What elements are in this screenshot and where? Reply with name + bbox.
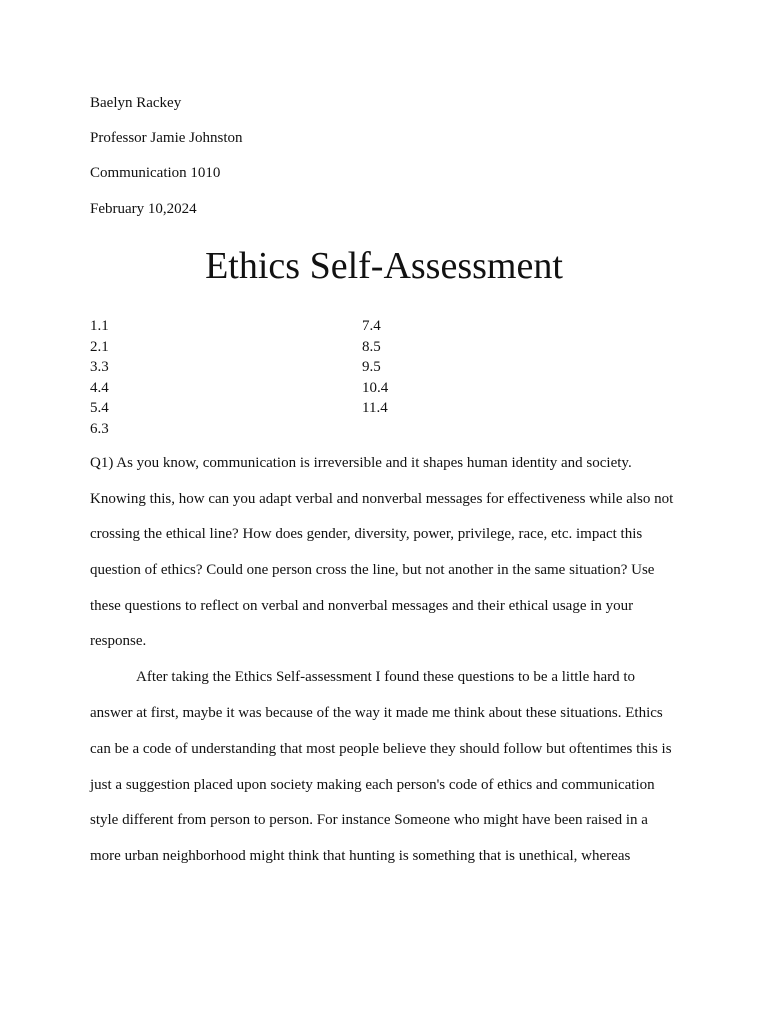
score-item: 4.4 [90, 379, 109, 396]
question-line: response. [90, 633, 147, 649]
answer-line: can be a code of understanding that most people believe they should follow but oftentimes this is [90, 741, 672, 757]
scores-right-column [362, 316, 388, 419]
score-item: 10.4 [362, 379, 389, 396]
score-item: 5.4 [90, 400, 109, 417]
question-line: crossing the ethical line? How does gender, diversity, power, privilege, race, etc. impact this [90, 526, 643, 542]
professor-name: Professor Jamie Johnston [90, 130, 243, 146]
score-item: 8.5 [362, 338, 381, 355]
course-name: Communication 1010 [90, 165, 221, 181]
score-item: 9.5 [362, 359, 381, 376]
date: February 10,2024 [90, 201, 197, 217]
score-item: 6.3 [90, 420, 109, 437]
document-title: Ethics Self-Assessment [205, 245, 563, 287]
question-line: Q1) As you know, communication is irreversible and it shapes human identity and society. [90, 455, 632, 471]
score-item: 1.1 [90, 318, 109, 334]
score-item: 7.4 [362, 318, 381, 334]
question-line: these questions to reflect on verbal and nonverbal messages and their ethical usage in your [90, 598, 634, 614]
answer-line: style different from person to person. For instance Someone who might have been raised in a [90, 812, 648, 828]
score-item: 11.4 [362, 400, 388, 417]
scores-left-column [90, 316, 109, 440]
answer-line: more urban neighborhood might think that hunting is something that is unethical, whereas [90, 848, 631, 864]
answer-line: just a suggestion placed upon society making each person's code of ethics and communication [90, 777, 655, 793]
answer-line: answer at first, maybe it was because of the way it made me think about these situations. Ethics [90, 705, 663, 721]
student-name: Baelyn Rackey [90, 95, 182, 111]
score-item: 2.1 [90, 338, 109, 355]
score-item: 3.3 [90, 359, 109, 376]
answer-line: After taking the Ethics Self-assessment I found these questions to be a little hard to [136, 669, 636, 685]
question-line: question of ethics? Could one person cross the line, but not another in the same situation? Use [90, 562, 655, 578]
question-line: Knowing this, how can you adapt verbal and nonverbal messages for effectiveness while also not [90, 491, 674, 507]
